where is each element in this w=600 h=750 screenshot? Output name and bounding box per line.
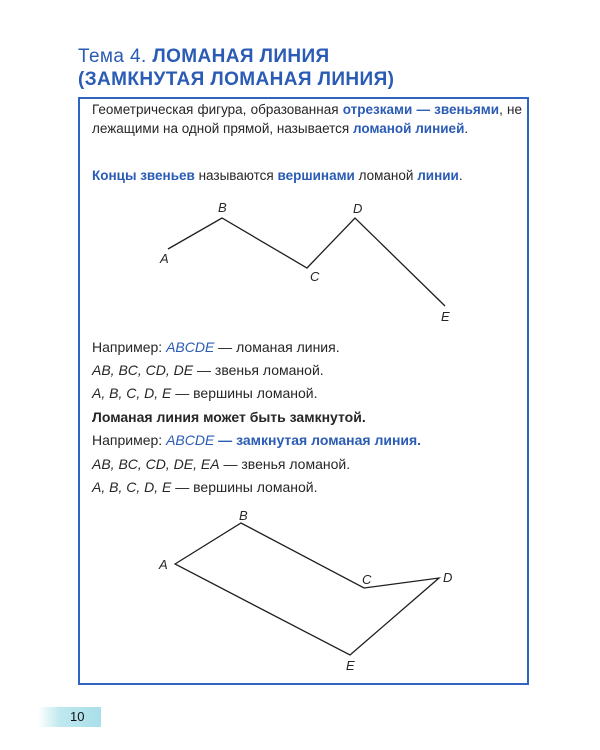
vertex-label-b: B [239,508,248,523]
title-line-2: (ЗАМКНУТАЯ ЛОМАНАЯ ЛИНИЯ) [78,69,395,90]
vertices-text: . [458,168,463,183]
links-list: AB, BC, CD, DE [92,362,194,378]
polyline-name: ABCDE [166,432,215,448]
term-vertices: вершинами [277,168,355,183]
term-line: линии [417,168,459,183]
example-lead: Например: [92,339,167,355]
vertex-label-a: A [160,251,169,266]
vertices-text: ломаной [354,168,418,183]
page-number: 10 [70,709,85,724]
vertex-label-b: B [218,200,227,215]
example-2-name [92,431,421,449]
vertex-label-e: E [441,309,450,324]
vertex-label-c: C [310,269,320,284]
topic-name: ЛОМАНАЯ ЛИНИЯ [152,46,330,67]
term-segment-ends: Концы звеньев [92,168,195,183]
example-text: — звенья ломаной. [193,362,324,378]
vertex-label-d: D [443,570,453,585]
definition-text: . [464,121,469,136]
example-text: — вершины ломаной. [171,479,318,495]
polyline-name: ABCDE [166,339,215,355]
term-segments-links: отрезками — звеньями [342,102,500,117]
term-polyline: ломаной линией [353,121,465,136]
vertex-label-c: C [362,572,372,587]
closed-polyline [175,523,439,655]
vertex-label-a: A [159,557,168,572]
vertices-list: A, B, C, D, E [92,479,172,495]
example-text: — вершины ломаной. [171,385,318,401]
example-1-vertices [92,384,317,402]
example-2-links [92,455,350,473]
definition-text: , не лежащими на одной прямой, называется [92,102,522,136]
example-2-vertices [92,478,317,496]
example-text: — замкнутая ломаная линия. [214,432,422,448]
example-text: — звенья ломаной. [219,456,351,472]
example-1-name [92,338,340,356]
example-lead: Например: [92,432,167,448]
vertex-label-d: D [353,201,363,216]
vertices-list: A, B, C, D, E [92,385,172,401]
open-polyline [168,218,445,306]
closed-polyline-note: Ломаная линия может быть замкнутой. [92,409,366,425]
topic-number: Тема 4. [78,46,147,67]
vertices-text: называются [194,168,278,183]
links-list: AB, BC, CD, DE, EA [92,456,220,472]
example-1-links [92,361,324,379]
vertex-label-e: E [346,658,355,673]
example-text: — ломаная линия. [214,339,340,355]
definition-text: Геометрическая фигура, образованная [92,102,343,117]
